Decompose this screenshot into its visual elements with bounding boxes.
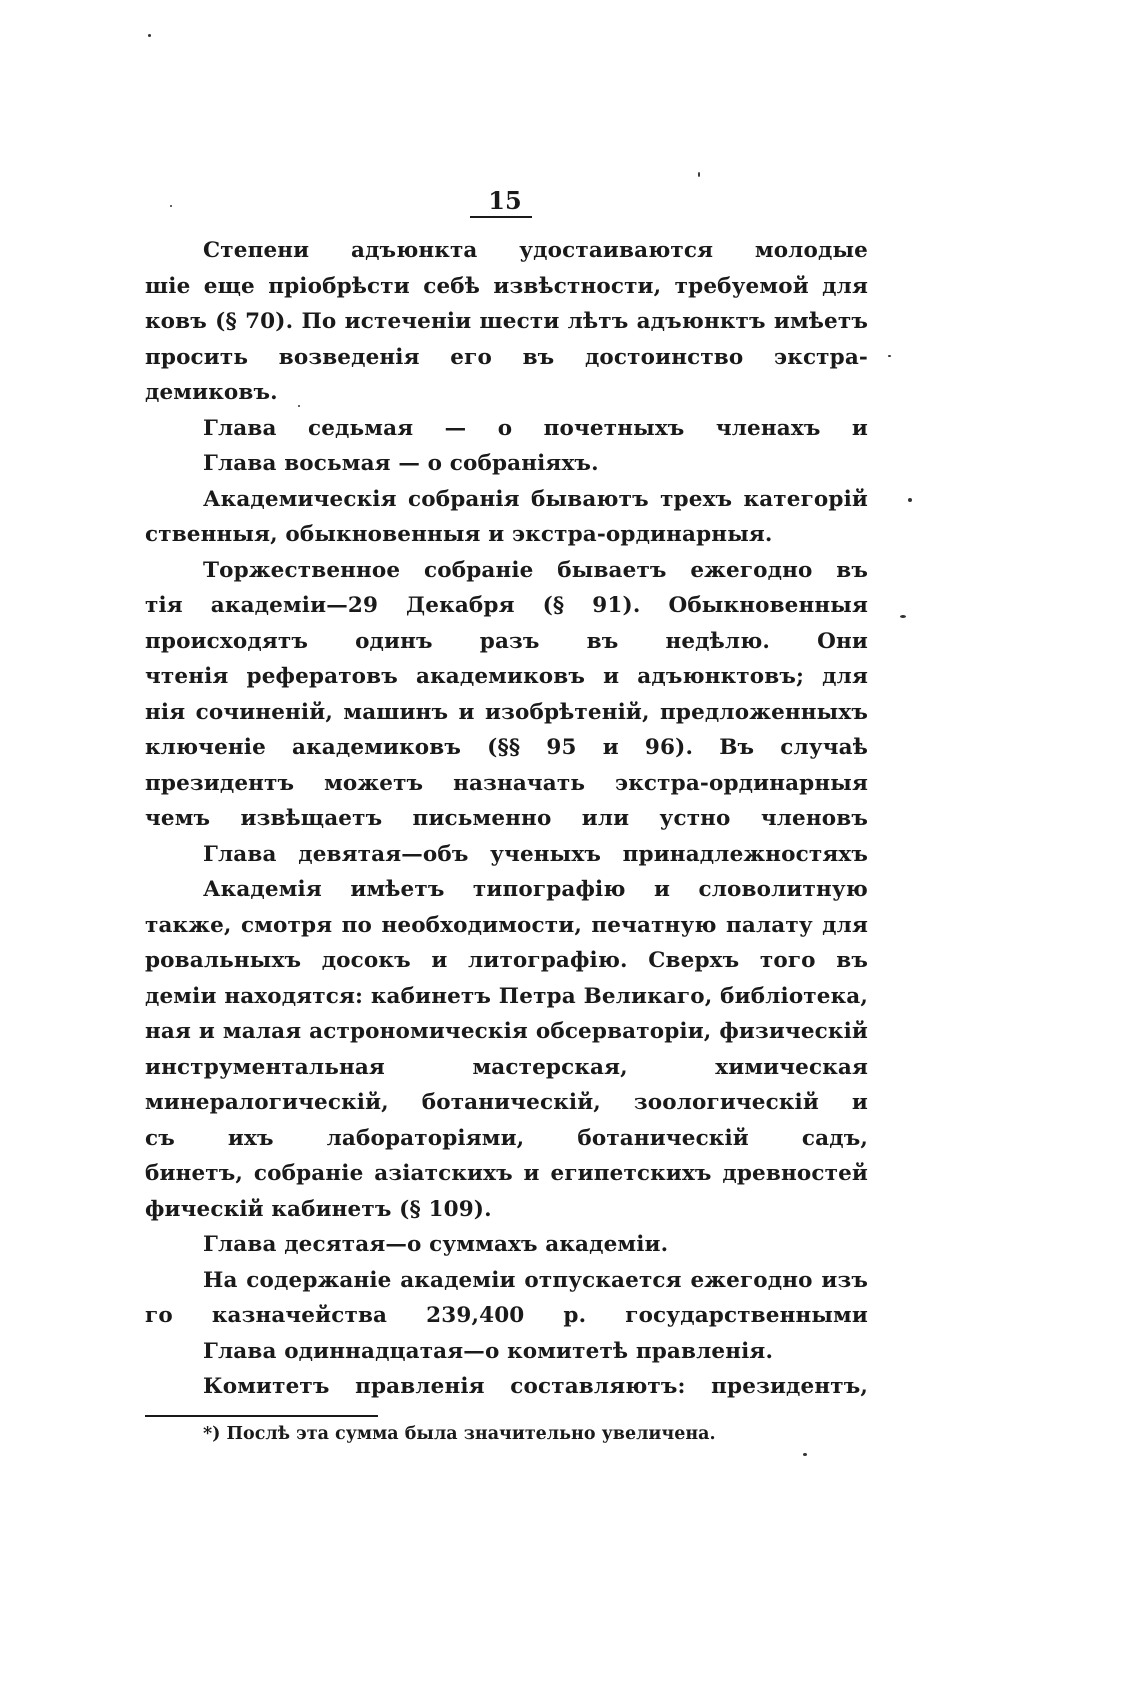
chapter-heading-line: Глава девятая—объ ученыхъ принадлежностяхъ <box>203 841 868 867</box>
chapter-heading-line: Глава восьмая — о собраніяхъ. <box>203 451 599 476</box>
text-line: президентъ можетъ назначать экстра-ординарныя <box>145 770 868 796</box>
scan-speck <box>888 355 891 357</box>
text-line: бинетъ, собраніе азіатскихъ и египетскихъ древностей <box>145 1161 868 1186</box>
text-line: тія академіи—29 Декабря (§ 91). Обыкновенныя <box>145 593 868 618</box>
body-text <box>145 233 868 1405</box>
text-line: ственныя, обыкновенныя и экстра-ординарныя. <box>145 522 773 547</box>
text-line: минералогическій, ботаническій, зоологическій и <box>145 1090 868 1115</box>
text-line: деміи находятся: кабинетъ Петра Великаго, библіотека, <box>145 983 868 1009</box>
page-number-rule <box>470 216 532 218</box>
text-line: чемъ извѣщаетъ письменно или устно членовъ <box>145 806 868 831</box>
chapter-heading-line: Глава седьмая — о почетныхъ членахъ и <box>203 415 868 441</box>
scan-speck <box>148 34 151 37</box>
text-line: Степени адъюнкта удостаиваются молодые <box>203 238 868 263</box>
text-line: демиковъ. <box>145 380 278 405</box>
text-line: происходятъ одинъ разъ въ недѣлю. Они <box>145 628 868 654</box>
scan-speck <box>908 498 912 502</box>
text-line: го казначейства 239,400 р. государственными <box>145 1303 868 1328</box>
scan-speck <box>698 172 700 177</box>
chapter-heading-line: Глава десятая—о суммахъ академіи. <box>203 1232 669 1257</box>
text-line: Торжественное собраніе бываетъ ежегодно въ <box>203 557 868 583</box>
text-line: ная и малая астрономическія обсерваторіи, физическій <box>145 1019 868 1044</box>
text-line: съ ихъ лабораторіями, ботаническій садъ, <box>145 1125 868 1151</box>
scan-speck <box>900 615 906 618</box>
text-line: ровальныхъ досокъ и литографію. Сверхъ того въ <box>145 948 868 973</box>
footnote-rule <box>145 1415 378 1417</box>
text-line: чтенія рефератовъ академиковъ и адъюнктовъ; для <box>145 664 868 689</box>
text-line: шіе еще пріобрѣсти себѣ извѣстности, требуемой для <box>145 273 868 299</box>
text-line: также, смотря по необходимости, печатную палату для <box>145 912 868 938</box>
scan-speck <box>298 405 300 407</box>
footnote: *) Послѣ эта сумма была значительно увеличена. <box>203 1424 716 1444</box>
page-number: 15 <box>488 186 522 215</box>
scan-speck <box>803 1453 807 1456</box>
text-line: нія сочиненій, машинъ и изобрѣтеній, предложенныхъ <box>145 699 868 725</box>
text-line: инструментальная мастерская, химическая <box>145 1054 868 1080</box>
text-line: фическій кабинетъ (§ 109). <box>145 1196 492 1222</box>
text-line: На содержаніе академіи отпускается ежегодно изъ <box>203 1267 868 1293</box>
text-line: Комитетъ правленія составляютъ: президентъ, <box>203 1374 868 1399</box>
text-line: Академія имѣетъ типографію и словолитную <box>203 877 868 902</box>
text-line: ковъ (§ 70). По истеченіи шести лѣтъ адъюнктъ имѣетъ <box>145 309 868 334</box>
chapter-heading-line: Глава одиннадцатая—о комитетѣ правленія. <box>203 1338 774 1364</box>
text-line: ключеніе академиковъ (§§ 95 и 96). Въ случаѣ <box>145 735 868 760</box>
text-line: просить возведенія его въ достоинство экстра- <box>145 344 868 370</box>
scan-speck <box>170 205 172 207</box>
text-line: Академическія собранія бываютъ трехъ категорій <box>203 486 868 512</box>
